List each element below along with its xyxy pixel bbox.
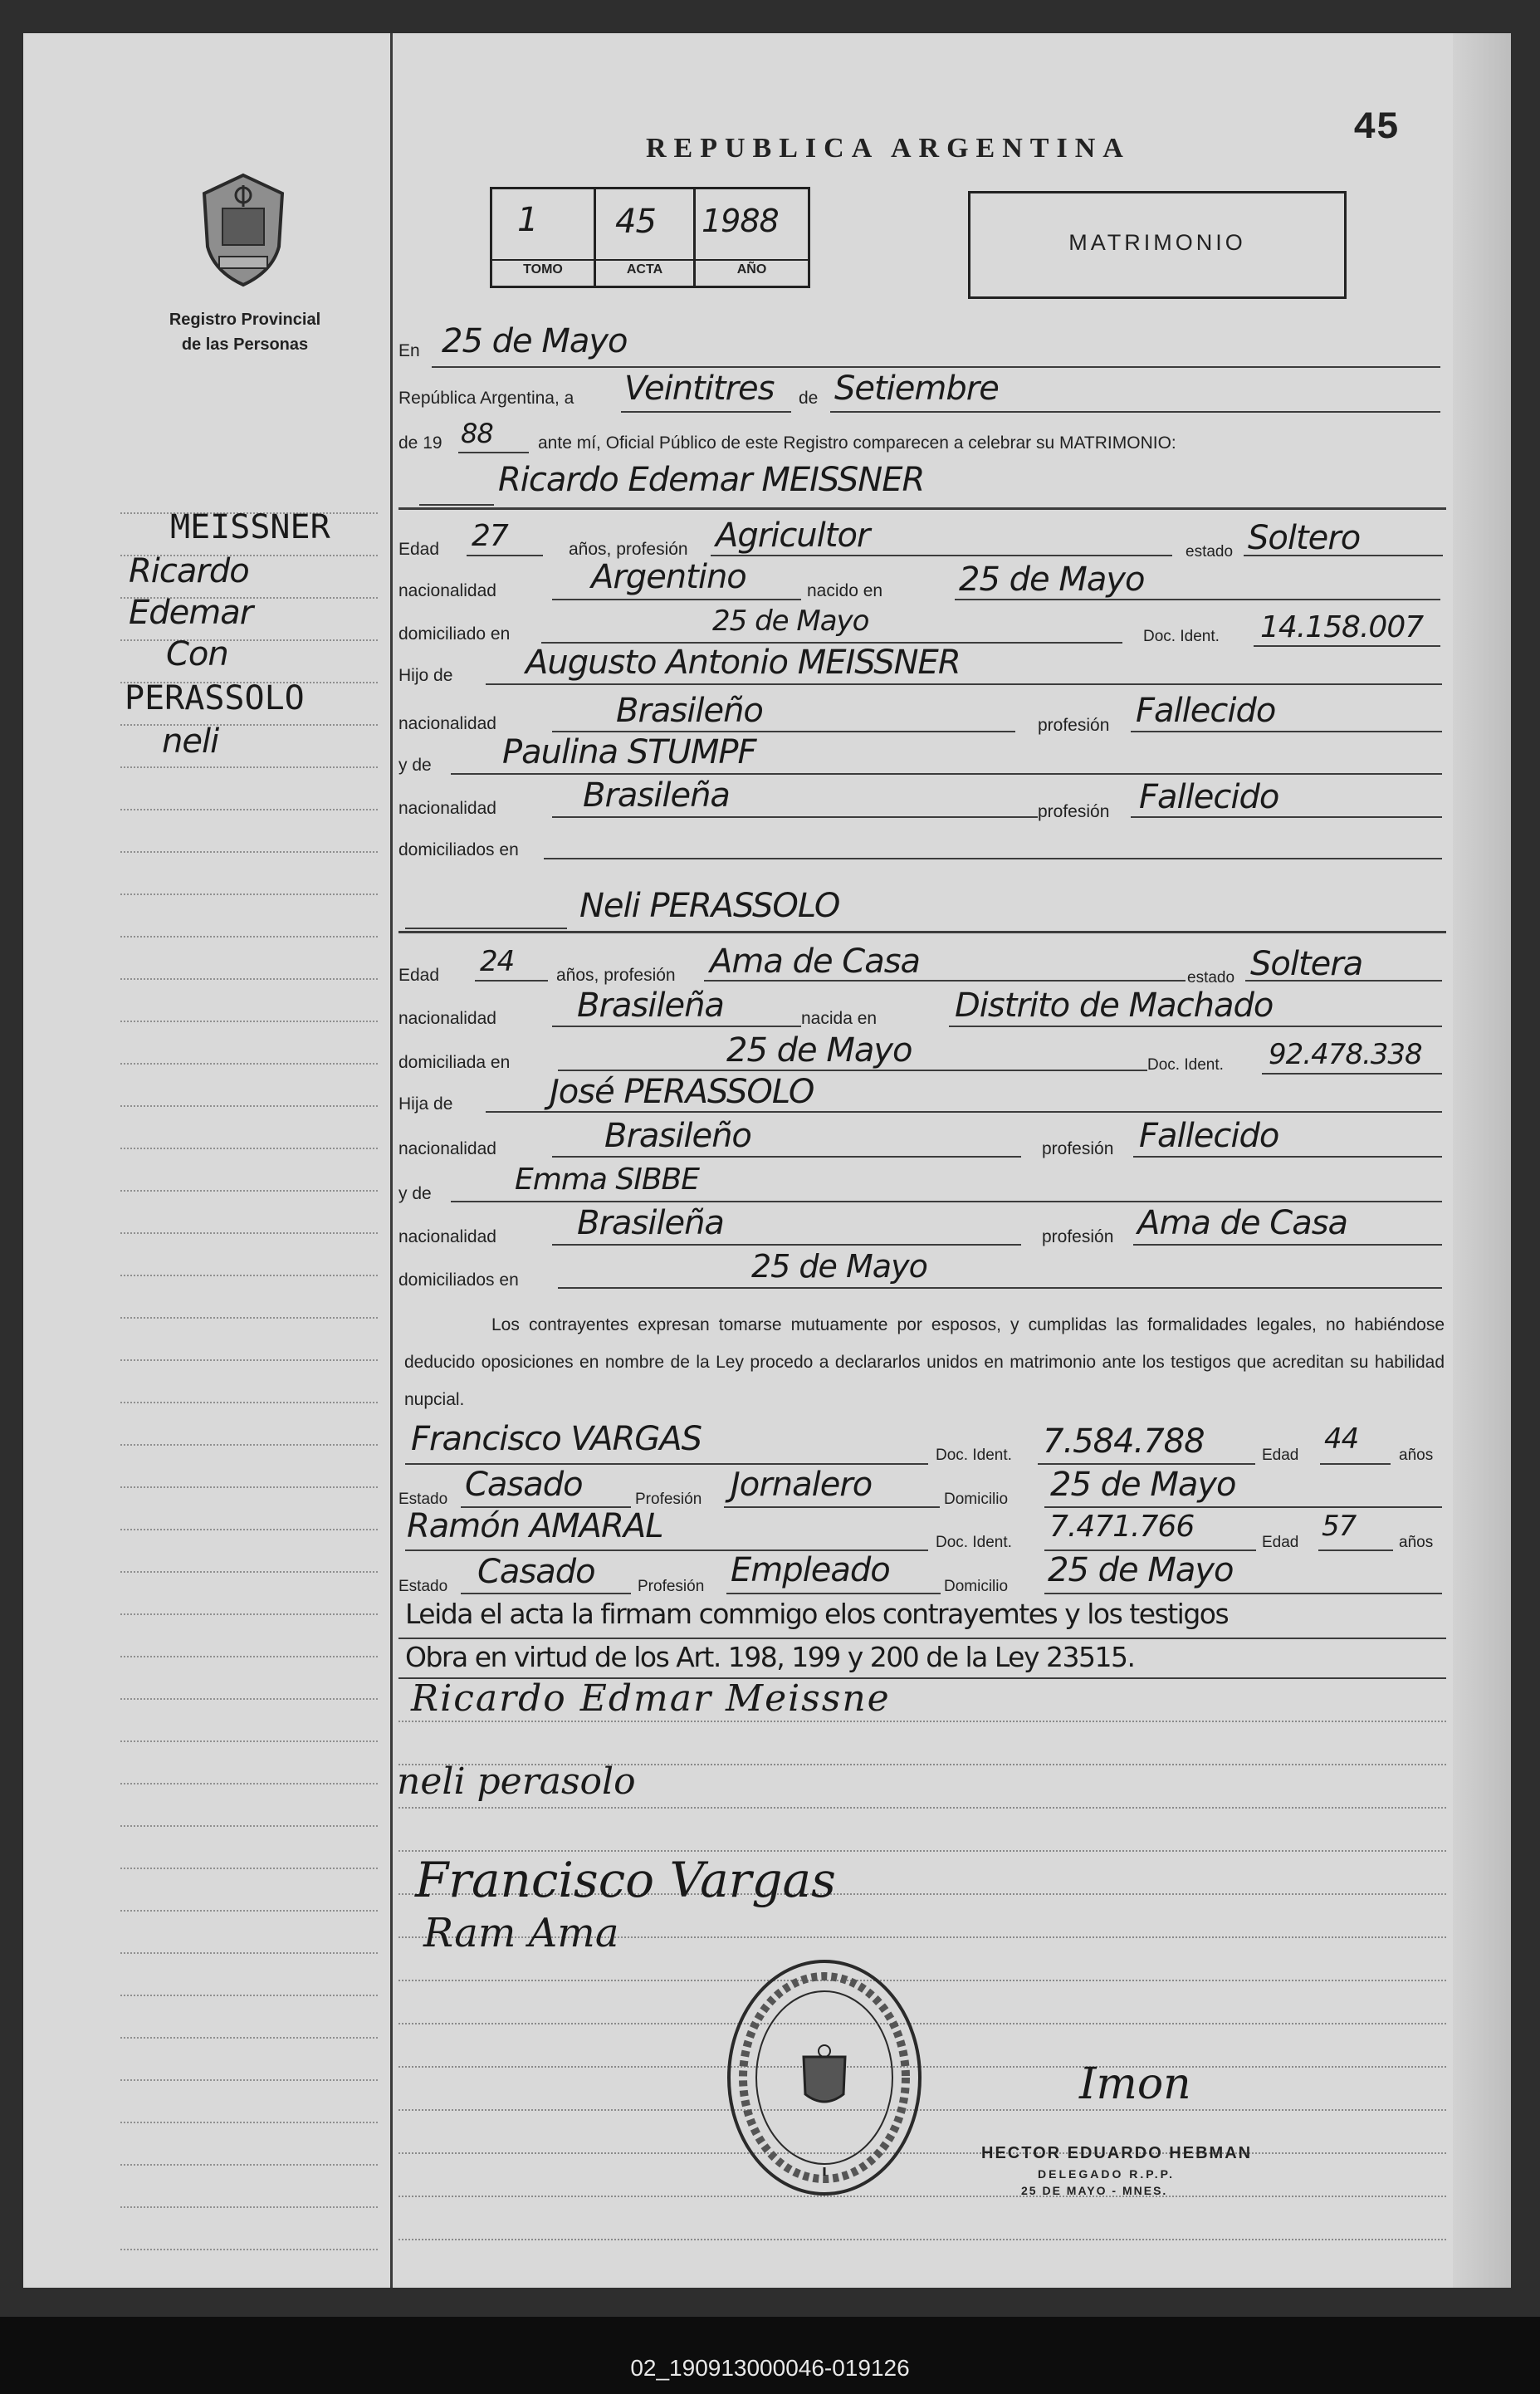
form-line <box>1038 1463 1255 1465</box>
bride-mother-nat: Brasileña <box>577 1204 724 1242</box>
groom-status: Soltero <box>1248 519 1361 557</box>
witness1-estado-label: Estado <box>398 1491 448 1508</box>
groom-domicile-label: domiciliado en <box>398 624 511 644</box>
witness2-estado: Casado <box>477 1553 595 1591</box>
groom-born-label: nacido en <box>807 581 883 600</box>
form-line <box>1318 1549 1393 1551</box>
form-line <box>1044 1593 1442 1594</box>
tomo-label: TOMO <box>523 262 563 277</box>
form-line <box>552 599 801 600</box>
groom-parents-dom-label: domiciliados en <box>398 840 519 859</box>
margin-line <box>120 978 378 980</box>
form-line <box>405 1463 928 1465</box>
form-line <box>419 504 494 506</box>
form-line <box>1245 980 1442 982</box>
bride-born-label: nacida en <box>801 1009 878 1028</box>
form-line <box>711 555 1172 556</box>
form-line <box>405 928 567 929</box>
groom-age: 27 <box>472 519 508 553</box>
groom-profession-label: años, profesión <box>569 540 688 559</box>
form-line <box>1320 1463 1391 1465</box>
margin-line <box>120 1232 378 1234</box>
bride-parents-dom: 25 de Mayo <box>751 1248 927 1285</box>
closing-line-1: Leida el acta la firmam commigo elos contrayemtes y los testigos <box>405 1598 1229 1630</box>
witness1-signature: Francisco Vargas <box>415 1852 836 1908</box>
form-line <box>1254 645 1440 647</box>
margin-note-line: PERASSOLO <box>125 679 305 717</box>
coat-of-arms-icon <box>189 170 297 291</box>
year-prefix: de 19 <box>398 433 442 453</box>
officer-signature: Imon <box>1079 2059 1191 2109</box>
form-line <box>451 773 1442 775</box>
groom-domicile: 25 de Mayo <box>712 605 869 638</box>
form-line <box>467 555 543 556</box>
day-value: Veintitres <box>624 370 775 408</box>
margin-line <box>120 2079 378 2081</box>
en-label: En <box>398 341 420 360</box>
witness2-prof-label: Profesión <box>638 1578 705 1595</box>
margin-line <box>120 1021 378 1022</box>
officer-name: HECTOR EDUARDO HEBMAN <box>981 2144 1253 2162</box>
country-title: REPUBLICA ARGENTINA <box>646 133 1131 164</box>
form-line <box>704 980 1186 982</box>
bride-nationality: Brasileña <box>577 986 724 1025</box>
margin-line <box>120 1190 378 1192</box>
groom-signature: Ricardo Edmar Meissne <box>411 1677 891 1720</box>
form-line <box>398 931 1446 933</box>
form-line <box>398 1638 1446 1639</box>
record-type: MATRIMONIO <box>1068 230 1246 255</box>
form-line <box>558 1287 1442 1289</box>
witness2-age-label: Edad <box>1262 1534 1299 1551</box>
witness2-dom-label: Domicilio <box>944 1578 1009 1595</box>
republica-label: República Argentina, a <box>398 389 574 408</box>
form-line <box>621 411 791 413</box>
form-line <box>552 1026 801 1027</box>
margin-note-line: Ricardo <box>129 552 249 590</box>
margin-line <box>120 851 378 853</box>
official-seal-icon <box>721 1953 928 2202</box>
margin-line <box>120 1148 378 1149</box>
officer-role: DELEGADO R.P.P. <box>1038 2167 1176 2181</box>
groom-mother-label: y de <box>398 756 432 775</box>
witness1-doc-label: Doc. Ident. <box>936 1447 1012 1464</box>
witness2-dom: 25 de Mayo <box>1048 1551 1234 1589</box>
bride-age: 24 <box>480 945 515 978</box>
witness1-prof: Jornalero <box>731 1466 873 1504</box>
groom-mother-prof-label: profesión <box>1038 802 1110 821</box>
groom-status-label: estado <box>1186 543 1234 561</box>
margin-line <box>120 1740 378 1742</box>
bride-father-nat-label: nacionalidad <box>398 1139 496 1158</box>
witness1-anos-label: años <box>1399 1447 1434 1464</box>
margin-line <box>120 1063 378 1065</box>
groom-name: Ricardo Edemar MEISSNER <box>498 461 925 499</box>
margin-line <box>120 639 378 641</box>
margin-line <box>120 1698 378 1700</box>
signature-line <box>398 2239 1446 2240</box>
signature-line <box>398 1721 1446 1722</box>
intro-statement: ante mí, Oficial Público de este Registro comparecen a celebrar su MATRIMONIO: <box>538 433 1176 453</box>
margin-line <box>120 1613 378 1615</box>
registry-label: Registro Provincial de las Personas <box>169 311 321 354</box>
groom-profession: Agricultor <box>716 516 870 555</box>
officer-place: 25 DE MAYO - MNES. <box>1021 2184 1168 2197</box>
witness2-doc: 7.471.766 <box>1049 1510 1195 1544</box>
margin-line <box>120 2249 378 2250</box>
bride-mother-prof: Ama de Casa <box>1137 1204 1348 1242</box>
page-edge-shadow <box>1453 33 1511 2288</box>
margin-line <box>120 1275 378 1276</box>
margin-line <box>120 1952 378 1954</box>
witness1-dom: 25 de Mayo <box>1050 1466 1236 1504</box>
form-line <box>398 507 1446 510</box>
bride-mother-nat-label: nacionalidad <box>398 1227 496 1246</box>
bride-domicile: 25 de Mayo <box>726 1031 912 1070</box>
margin-line <box>120 1105 378 1107</box>
bride-profession: Ama de Casa <box>710 942 921 981</box>
bride-parents-dom-label: domiciliados en <box>398 1270 519 1290</box>
form-line <box>486 683 1442 685</box>
margin-note-line: Edemar <box>129 594 253 632</box>
form-line <box>558 1070 1147 1071</box>
witness1-age: 44 <box>1324 1422 1359 1456</box>
form-line <box>451 1201 1442 1202</box>
margin-line <box>120 1571 378 1573</box>
margin-line <box>120 1359 378 1361</box>
form-line <box>1133 1244 1442 1246</box>
acta-value: 45 <box>615 203 656 241</box>
form-line <box>458 452 529 453</box>
bride-father: José PERASSOLO <box>550 1073 814 1111</box>
bride-doc-label: Doc. Ident. <box>1147 1056 1224 1074</box>
margin-line <box>120 1444 378 1446</box>
form-line <box>486 1111 1442 1113</box>
signature-line <box>398 1807 1446 1809</box>
witness2-estado-label: Estado <box>398 1578 448 1595</box>
form-line <box>544 858 1442 859</box>
bride-signature: neli perasolo <box>397 1760 636 1803</box>
margin-note-line: neli <box>162 722 219 761</box>
groom-father-label: Hijo de <box>398 666 453 685</box>
margin-line <box>120 1656 378 1657</box>
groom-nationality: Argentino <box>591 558 746 596</box>
page-number: 45 <box>1353 106 1400 149</box>
form-line <box>724 1506 940 1508</box>
witness2-name: Ramón AMARAL <box>407 1507 663 1545</box>
groom-doc-label: Doc. Ident. <box>1143 628 1220 645</box>
margin-line <box>120 1868 378 1869</box>
witness1-doc: 7.584.788 <box>1043 1422 1205 1461</box>
groom-age-label: Edad <box>398 540 440 559</box>
margin-line <box>120 893 378 895</box>
form-line <box>1133 1156 1442 1158</box>
witness1-prof-label: Profesión <box>635 1491 702 1508</box>
groom-father-nat-label: nacionalidad <box>398 714 496 733</box>
bride-status: Soltera <box>1250 945 1363 983</box>
groom-father-nat: Brasileño <box>616 692 763 730</box>
bride-mother-label: y de <box>398 1184 432 1203</box>
margin-line <box>120 1486 378 1488</box>
form-line <box>552 1244 1021 1246</box>
groom-mother: Paulina STUMPF <box>502 733 756 771</box>
witness2-anos-label: años <box>1399 1534 1434 1551</box>
margin-note-line: Con <box>166 635 228 673</box>
form-line <box>475 980 548 982</box>
witness1-estado: Casado <box>465 1466 583 1504</box>
witness2-prof: Empleado <box>731 1551 890 1589</box>
margin-line <box>120 1995 378 1996</box>
margin-line <box>120 2122 378 2123</box>
witness2-age: 57 <box>1322 1510 1357 1543</box>
record-type-box <box>968 191 1347 299</box>
bride-name: Neli PERASSOLO <box>579 887 840 925</box>
margin-line <box>120 1317 378 1319</box>
margin-line <box>120 809 378 810</box>
margin-line <box>120 766 378 768</box>
closing-line-2: Obra en virtud de los Art. 198, 199 y 200 de la Ley 23515. <box>405 1641 1135 1673</box>
margin-line <box>120 1910 378 1912</box>
form-line <box>552 1156 1021 1158</box>
form-line <box>432 366 1440 368</box>
bride-father-nat: Brasileño <box>604 1117 751 1155</box>
margin-line <box>120 2164 378 2166</box>
groom-father-prof: Fallecido <box>1136 692 1276 730</box>
witness1-dom-label: Domicilio <box>944 1491 1009 1508</box>
form-line <box>1262 1073 1442 1075</box>
form-line <box>1044 1506 1442 1508</box>
witness1-age-label: Edad <box>1262 1447 1299 1464</box>
bride-father-prof: Fallecido <box>1139 1117 1279 1155</box>
groom-father: Augusto Antonio MEISSNER <box>526 644 961 682</box>
anio-label: AÑO <box>736 262 767 277</box>
groom-mother-prof: Fallecido <box>1139 778 1279 816</box>
month-value: Setiembre <box>834 370 999 408</box>
margin-note-line: MEISSNER <box>170 508 330 546</box>
margin-line <box>120 2037 378 2039</box>
margin-line <box>120 1402 378 1403</box>
bride-mother-prof-label: profesión <box>1042 1227 1114 1246</box>
margin-line <box>120 1825 378 1827</box>
bride-domicile-label: domiciliada en <box>398 1053 511 1072</box>
declaration-text: Los contrayentes expresan tomarse mutuamente por esposos, y cumplidas las formalidades legales, no habiéndose deducido oposiciones en nombre de la Ley procedo a declararlos unidos en matrimonio ante los testigos que acreditan su habilidad nupcial. <box>404 1315 1445 1409</box>
groom-father-prof-label: profesión <box>1038 716 1110 735</box>
margin-line <box>120 724 378 726</box>
margin-line <box>120 2206 378 2208</box>
margin-line <box>120 1783 378 1784</box>
margin-rule <box>390 33 393 2288</box>
bride-status-label: estado <box>1187 969 1235 986</box>
groom-doc: 14.158.007 <box>1260 610 1424 644</box>
witness2-doc-label: Doc. Ident. <box>936 1534 1012 1551</box>
bride-profession-label: años, profesión <box>556 966 676 985</box>
form-line <box>552 816 1038 818</box>
form-line <box>552 731 1015 732</box>
groom-nationality-label: nacionalidad <box>398 581 496 600</box>
bride-born: Distrito de Machado <box>955 986 1274 1025</box>
year-suffix: 88 <box>461 418 493 449</box>
form-line <box>830 411 1440 413</box>
form-line <box>1244 555 1443 556</box>
de-label: de <box>799 389 819 408</box>
form-line <box>955 599 1440 600</box>
form-line <box>949 1026 1442 1027</box>
form-line <box>726 1593 941 1594</box>
witness1-name: Francisco VARGAS <box>411 1420 702 1458</box>
bride-doc: 92.478.338 <box>1269 1038 1422 1071</box>
bride-father-label: Hija de <box>398 1094 453 1114</box>
form-line <box>1131 731 1442 732</box>
form-line <box>461 1593 631 1594</box>
acta-label: ACTA <box>626 262 663 277</box>
groom-mother-nat: Brasileña <box>583 776 730 815</box>
image-identifier: 02_190913000046-019126 <box>630 2355 910 2381</box>
bride-mother: Emma SIBBE <box>515 1163 699 1197</box>
witness2-signature: Ram Ama <box>423 1910 619 1956</box>
margin-line <box>120 936 378 938</box>
tomo-value: 1 <box>517 201 538 239</box>
tomo-acta-box <box>490 187 810 288</box>
bride-nationality-label: nacionalidad <box>398 1009 496 1028</box>
margin-line <box>120 1529 378 1530</box>
groom-born: 25 de Mayo <box>959 561 1145 599</box>
anio-value: 1988 <box>702 203 779 239</box>
bride-father-prof-label: profesión <box>1042 1139 1114 1158</box>
bride-age-label: Edad <box>398 966 440 985</box>
groom-mother-nat-label: nacionalidad <box>398 799 496 818</box>
form-line <box>1131 816 1442 818</box>
place-value: 25 de Mayo <box>442 322 628 360</box>
